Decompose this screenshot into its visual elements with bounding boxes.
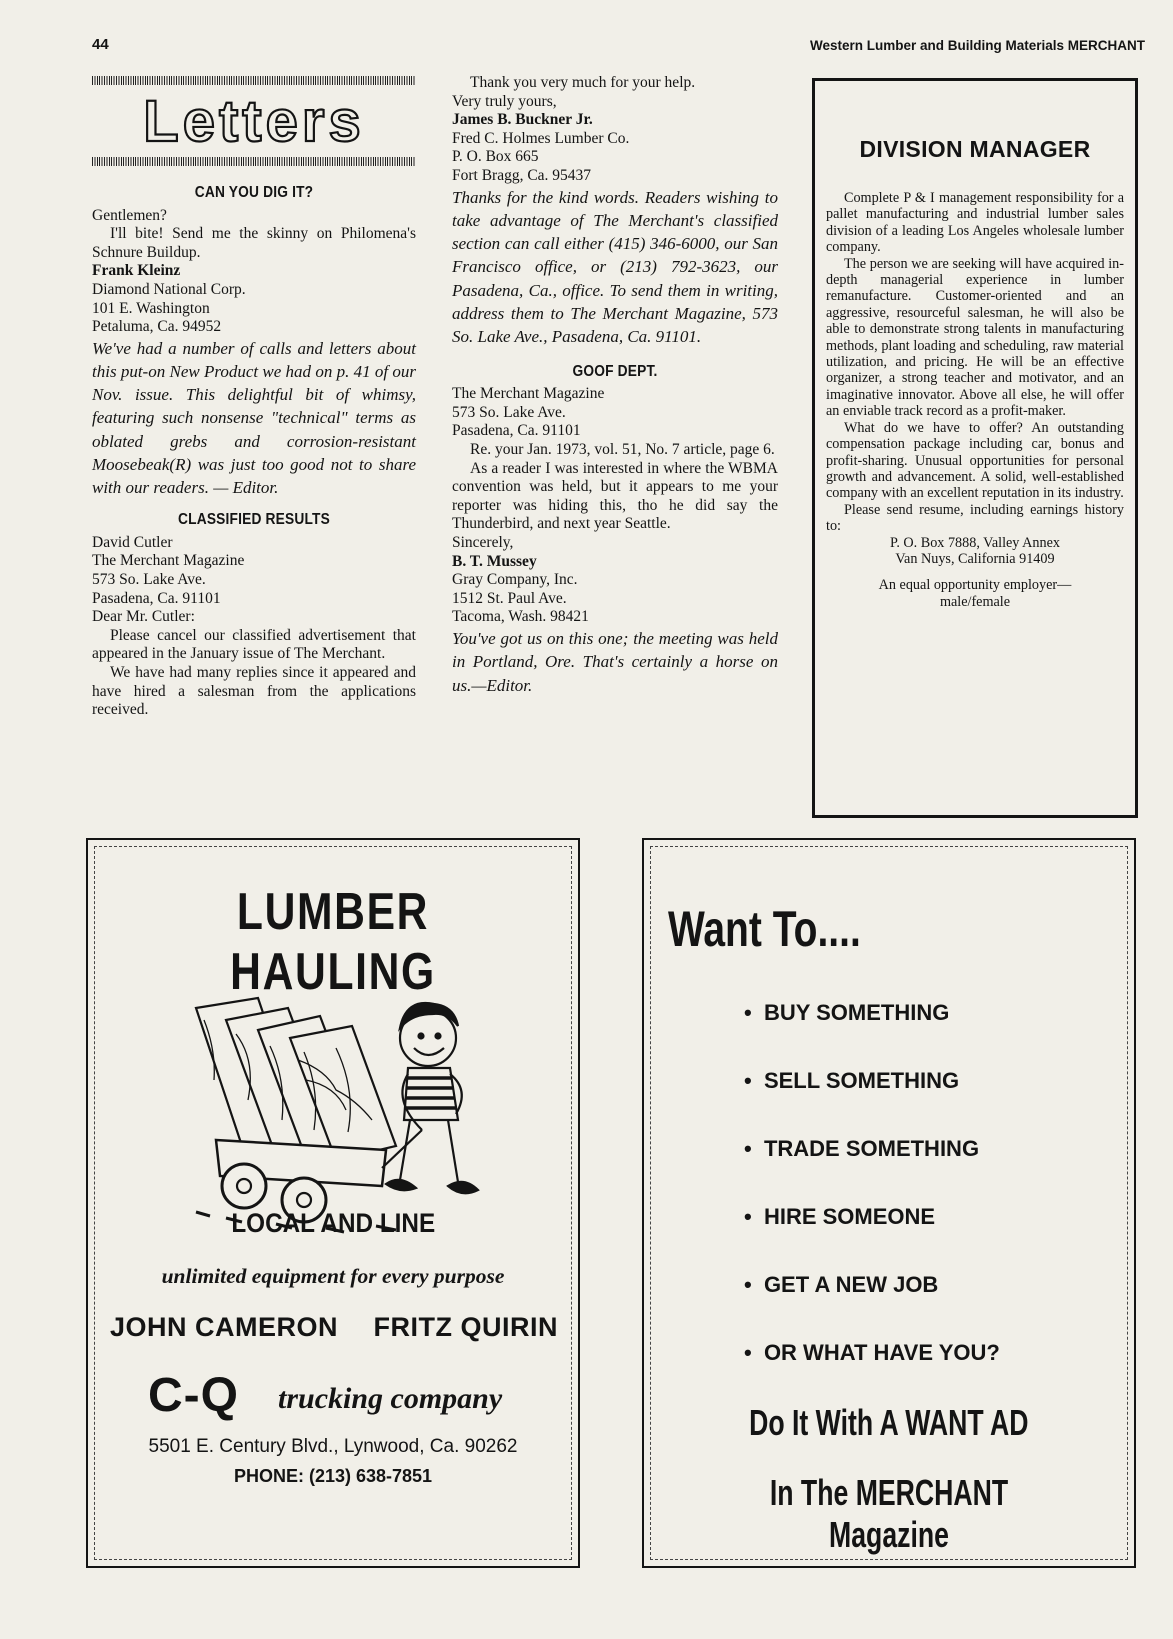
address-line: David Cutler [92,533,173,551]
division-manager-ad [812,78,1138,818]
letters-column-2 [452,74,778,697]
want-to-title-text: Want To.... [668,901,861,957]
address-line: 1512 St. Paul Ave. [452,589,567,607]
address-line: Diamond National Corp. [92,280,246,298]
publication-title: Western Lumber and Building Materials MERCHANT [809,38,1145,53]
want-item: • SELL SOMETHING [744,1068,960,1093]
editor-note: We've had a number of calls and letters about this put-on New Product we had on p. 41 of our Nov. issue. This delightful bit of whimsy, featuring such nonsense "technical" terms as oblated grebs and corrosion-resistant Moosebeak(R) was just too good not to share with our readers. — Editor. [92,338,416,497]
heading-goof-dept: GOOF DEPT. [572,362,658,380]
name-fritz-quirin: FRITZ QUIRIN [373,1312,558,1342]
signature-name: James B. Buckner Jr. [452,111,593,129]
ad-paragraph: The person we are seeking will have acquired in-depth managerial experience in lumber remanufacture. Customer-oriented and an aggressive, resourceful salesman, he will also be able to demonstrate strong talents in manufacturing methods, plant loading and scheduling, raw material utilization, and pricing. He will be an effective organizer, a strong teacher and motivator, and an imaginative innovator. Above all else, he will offer an enviable track record as a profit-maker. [826,255,1124,420]
local-and-line-text: LOCAL AND LINE [231,1208,435,1238]
division-manager-body [826,190,1124,610]
lumber-hauling-title-text: LUMBER HAULING [230,883,436,1001]
address-line: Petaluma, Ca. 94952 [92,318,222,336]
address-line: Pasadena, Ca. 91101 [92,589,221,607]
page-number: 44 [92,36,109,53]
name-john-cameron: JOHN CAMERON [110,1312,339,1342]
lumber-address: 5501 E. Century Blvd., Lynwood, Ca. 90262 [148,1436,518,1457]
letters-title: Letters [143,89,365,154]
lumber-phone: PHONE: (213) 638-7851 [233,1466,433,1486]
cq-logo: C-Q [148,1369,239,1422]
ad-address: Van Nuys, California 91409 [895,550,1055,567]
letters-column-1 [92,76,416,720]
letter-body: We have had many replies since it appeared and have hired a salesman from the applications received. [92,663,416,719]
equal-opportunity: An equal opportunity employer— [878,577,1072,594]
address-line: Fort Bragg, Ca. 95437 [452,166,592,184]
address-line: The Merchant Magazine [92,552,245,570]
re-line: Re. your Jan. 1973, vol. 51, No. 7 article, page 6. [470,441,775,459]
editor-note: Thanks for the kind words. Readers wishing to take advantage of The Merchant's classified section can call either (415) 346-6000, our San Francisco office, or (213) 792-3623, our Pasadena, Ca., office. To send them in writing, address them to The Merchant Magazine, 573 So. Lake Ave., Pasadena, Ca. 91101. [452,187,778,347]
address-line: 573 So. Lake Ave. [92,570,206,588]
signature-name: Frank Kleinz [92,262,181,280]
closing: Sincerely, [452,533,514,551]
address-line: Dear Mr. Cutler: [92,608,195,626]
address-line: Tacoma, Wash. 98421 [452,608,589,626]
address-line: Pasadena, Ca. 91101 [452,422,581,440]
want-item: • BUY SOMETHING [744,1000,950,1025]
lumber-hauling-title [88,882,578,1002]
lumber-tagline: unlimited equipment for every purpose [161,1264,505,1288]
closing: Very truly yours, [452,92,557,110]
salutation: Gentlemen? [92,206,167,224]
want-cta-2-text: In The MERCHANT Magazine [769,1472,1009,1555]
ad-paragraph: Please send resume, including earnings history to: [826,501,1124,535]
signature-name: B. T. Mussey [452,552,537,570]
local-and-line [88,1208,578,1239]
letter-body: Thank you very much for your help. [470,74,696,91]
letter-body: I'll bite! Send me the skinny on Philomena's Schnure Buildup. [92,225,416,261]
want-cta-1 [644,1402,1134,1444]
want-item: • TRADE SOMETHING [744,1136,980,1161]
address-line: The Merchant Magazine [452,385,605,403]
want-item: • OR WHAT HAVE YOU? [744,1340,1000,1365]
equal-opportunity: male/female [939,593,1011,610]
address-line: 101 E. Washington [92,299,210,317]
address-line: 573 So. Lake Ave. [452,403,566,421]
want-item: • GET A NEW JOB [744,1272,939,1297]
address-line: Fred C. Holmes Lumber Co. [452,129,630,147]
letter-body: Please cancel our classified advertisement that appeared in the January issue of The Merchant. [92,626,416,663]
letter-body: As a reader I was interested in where the WBMA convention was held, but it appears to me your reporter was hiding this, tho he did say the Thunderbird, and next year Seattle. [452,459,778,533]
editor-note: You've got us on this one; the meeting was held in Portland, Ore. That's certainly a horse on us.—Editor. [452,628,778,695]
address-line: Gray Company, Inc. [452,571,578,589]
lumber-hauling-ad [86,838,580,1568]
wagon-boy-illustration [186,990,496,1240]
want-cta-1-text: Do It With A WANT AD [749,1402,1029,1443]
heading-classified-results: CLASSIFIED RESULTS [178,511,330,529]
ad-paragraph: Complete P & I management responsibility for a pallet manufacturing and industrial lumber sales division of a leading Los Angeles wholesale lumber company. [826,190,1124,256]
ad-address: P. O. Box 7888, Valley Annex [890,534,1060,551]
cq-logo-script: trucking company [278,1382,503,1415]
want-item: • HIRE SOMEONE [744,1204,936,1229]
heading-can-you-dig-it: CAN YOU DIG IT? [194,184,314,201]
want-to-title [668,900,915,958]
want-ad [642,838,1136,1568]
division-manager-title: DIVISION MANAGER [859,136,1091,162]
letters-bottom-rule [92,157,416,166]
letters-top-rule [92,76,416,85]
ad-paragraph: What do we have to offer? An outstanding compensation package including car, bonus and profit-sharing. Unusual opportunities for personal growth and advancement. A solid, well-established company with an excellent reputation in its industry. [826,419,1124,502]
address-line: P. O. Box 665 [452,148,539,166]
want-cta-2 [644,1472,1134,1556]
